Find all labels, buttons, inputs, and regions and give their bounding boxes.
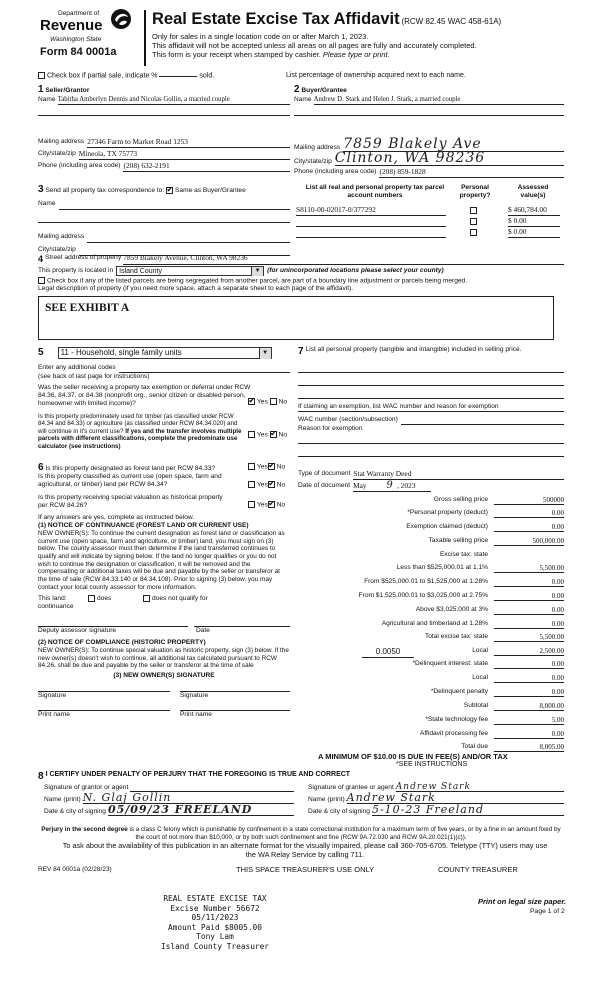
county-note: (for unincorporated locations please select your county) [267, 266, 444, 274]
partial-sale-label: Check box if partial sale, indicate % [47, 72, 158, 80]
tax-row-label: Local [472, 674, 488, 681]
page-number: Page 1 of 2 [530, 908, 565, 915]
stamp-line: REAL ESTATE EXCISE TAX [163, 894, 267, 903]
land-does-not-checkbox[interactable] [143, 595, 150, 602]
same-as-buyer-checkbox[interactable] [166, 187, 173, 194]
notice2-body: NEW OWNER(S): To continue special valuation as historic property, sign (3) below. If the new owner(s) doesn't wish to continue, all additional tax calculated pursuant to RCW 84.26, shall be due and payable by the seller or transferor at the time of sale [38, 646, 289, 670]
corr-city-label: City/state/zip [38, 246, 76, 253]
grantee-sig-field[interactable]: Andrew Stark [396, 783, 564, 792]
use-code-select[interactable] [58, 347, 272, 359]
buyer-city-field[interactable]: Clinton, WA 98236 [335, 152, 564, 166]
legal-label: Legal description of property (if you need more space, attach a separate sheet to each page of the affidavit). [38, 284, 354, 292]
tax-row-label: Agricultural and timberland at 1.28% [381, 620, 488, 627]
partial-sale-checkbox[interactable] [38, 72, 45, 79]
personal-property-line3[interactable] [298, 386, 564, 399]
parcel-number-field[interactable]: S8110-00-02017-0/377292 [296, 206, 446, 216]
tax-row-label: Above $3,025,000 at 3% [415, 606, 488, 613]
certify-label: I CERTIFY UNDER PENALTY OF PERJURY THAT THE FOREGOING IS TRUE AND CORRECT [45, 771, 351, 778]
corr-addr-label: Mailing address [38, 233, 85, 240]
personal-col-header: Personal property? [459, 184, 491, 199]
dept-line2: Revenue [40, 17, 103, 34]
tax-row [298, 716, 564, 728]
local-rate[interactable]: 0.0050 [362, 647, 414, 658]
owner1-print-label: Print name [38, 710, 70, 718]
corr-name-field[interactable] [59, 200, 290, 210]
q-forest-no[interactable] [268, 463, 275, 470]
ownership-note: List percentage of ownership acquired next to each name. [286, 72, 466, 79]
seller-addr-label: Mailing address [38, 138, 85, 145]
doc-date-month[interactable]: May [353, 482, 383, 492]
tax-row-value[interactable]: 0.00 [494, 730, 564, 739]
form-sub1: Only for sales in a single location code on or after March 1, 2023. [152, 31, 369, 41]
q-current-use: Is this property classified as current use (open space, farm and agricultural, or timber) land per RCW 84.34? [38, 473, 222, 488]
tax-row-label: *Delinquent interest: state [412, 660, 488, 667]
tax-row-value[interactable]: 8,000.00 [494, 702, 564, 711]
treasurer-use: THIS SPACE TREASURER'S USE ONLY [236, 865, 375, 874]
q-current-use-yes[interactable] [248, 481, 255, 488]
corr-name-line2[interactable] [38, 210, 290, 223]
section2-number: 2 [294, 84, 300, 95]
q-instructions: If any answers are yes, complete as instructed below. [38, 514, 195, 521]
legal-paper-note: Print on legal size paper. [478, 897, 566, 906]
tax-row [298, 509, 564, 521]
buyer-name-label: Name [294, 96, 312, 103]
county-treasurer: COUNTY TREASURER [438, 865, 518, 874]
perjury-text: is a class C felony which is punishable by confinement in a state correctional institution for a maximum term of five years, or by a fine in an amount fixed by the court of not more than $10,000, or by both such confinement and fine (RCW 9A.72.030 and RCW 9A.20.021(1)(c)). [129, 826, 561, 841]
tax-row [298, 578, 564, 590]
grantor-sig-label: Signature of grantor or agent [44, 784, 129, 792]
section4-number: 4 [38, 254, 44, 264]
tax-row-label: *Personal property (deduct) [407, 509, 488, 516]
section6-number: 6 [38, 462, 44, 473]
tax-row-value[interactable]: 0.00 [494, 523, 564, 532]
tax-row-label: Gross selling price [433, 496, 488, 503]
tax-row-value[interactable]: 0.00 [494, 620, 564, 629]
buyer-addr-label: Mailing address [294, 144, 341, 152]
q-exemption-no[interactable] [270, 398, 277, 405]
assessed-col-header: Assessed value(s) [517, 184, 549, 199]
section1-number: 1 [38, 84, 44, 95]
buyer-phone-label: Phone (including area code) [294, 168, 377, 175]
tax-row-label: Excise tax: state [439, 551, 488, 558]
seller-phone-field[interactable]: (208) 632-2191 [123, 162, 290, 172]
tax-row-label: From $525,000.01 to $1,525,000 at 1.28% [364, 578, 488, 585]
land-does-checkbox[interactable] [88, 595, 95, 602]
treasurer-stamp [140, 894, 290, 951]
q-historic: Is this property receiving special valuation as historical property per RCW 84.26? [38, 494, 223, 509]
section8-number: 8 [38, 771, 44, 782]
deputy-date-label: Date [196, 627, 210, 635]
exemption-label: If claiming an exemption, list WAC number and reason for exemption [298, 403, 564, 412]
buyer-city-label: City/state/zip [294, 158, 332, 166]
legal-description-text: SEE EXHIBIT A [45, 302, 130, 314]
land-does-not-label: does not qualify for [152, 595, 208, 603]
section7-number: 7 [298, 346, 304, 357]
stamp-line: Tony Lam [196, 932, 234, 941]
q-forest-yes[interactable] [248, 463, 255, 470]
yes-label: Yes [257, 481, 268, 489]
tax-row-value[interactable]: 0.00 [494, 606, 564, 615]
no-label: No [276, 501, 286, 509]
personal-property-checkbox[interactable] [470, 207, 477, 214]
correspondence-label: Send all property tax correspondence to: [45, 187, 165, 194]
tax-row-value[interactable]: 0.00 [494, 592, 564, 601]
segregated-checkbox[interactable] [38, 277, 45, 284]
corr-name-label: Name [38, 200, 56, 207]
tax-row [298, 523, 564, 535]
q-timber-yes[interactable] [248, 431, 255, 438]
grantee-sig-label: Signature of grantee or agent [308, 784, 394, 792]
reason-label: Reason for exemption [298, 424, 363, 432]
tax-row-label: *Delinquent penalty [430, 688, 488, 695]
dept-line1: Department of [58, 10, 100, 17]
grantee-date-label: Date & city of signing [308, 808, 370, 816]
yes-label: Yes [257, 463, 268, 471]
tax-row-label: From $1,525,000.01 to $3,025,000 at 2.75% [358, 592, 488, 599]
form-sub2: This affidavit will not be accepted unless all areas on all pages are fully and accurately completed. [152, 40, 477, 50]
seller-name-line2[interactable] [38, 105, 290, 116]
add-codes-instr: (see back of last page for instructions) [38, 373, 150, 380]
personal-property-checkbox[interactable] [470, 218, 477, 225]
parcel-row [296, 228, 564, 239]
wac-field[interactable] [401, 416, 564, 425]
tax-row-value[interactable]: 2,500.00 [494, 647, 564, 656]
street-label: Street address of property [45, 254, 122, 261]
tax-row [298, 537, 564, 549]
owner1-sig-label: Signature [38, 691, 67, 699]
personal-property-line2[interactable] [298, 373, 564, 386]
header-divider [144, 10, 146, 66]
section3-number: 3 [38, 184, 44, 195]
county-select-value: Island County [119, 267, 162, 275]
form-sub3b: Please type or print. [322, 49, 390, 59]
owner2-print-label: Print name [180, 710, 212, 718]
tax-row-label: Subtotal [463, 702, 488, 709]
no-label: No [278, 398, 288, 406]
tax-row [298, 551, 564, 563]
form-sub3: This form is your receipt when stamped by cashier. [152, 49, 321, 59]
seller-heading: Seller/Grantor [45, 87, 90, 94]
dept-line3: Washington State [50, 36, 102, 43]
tax-row [298, 592, 564, 604]
tax-row-label: Taxable selling price [428, 537, 488, 544]
deputy-label: Deputy assessor signature [38, 627, 117, 635]
tax-row-label: Exemption claimed (deduct) [406, 523, 488, 530]
land-does-label: does [97, 595, 112, 603]
no-label: No [276, 481, 286, 489]
grantee-name-field[interactable]: Andrew Stark [347, 793, 564, 804]
corr-addr-field[interactable] [87, 233, 290, 243]
personal-property-line1[interactable] [298, 358, 564, 373]
q-timber-no[interactable] [270, 431, 277, 438]
stamp-line: Island County Treasurer [161, 941, 269, 951]
tax-row-value[interactable]: 500,000.00 [494, 537, 564, 546]
q-historic-yes[interactable] [248, 501, 255, 508]
section5-number: 5 [38, 347, 44, 358]
tax-row [298, 702, 564, 714]
no-label: No [278, 431, 288, 439]
seller-city-field[interactable]: Mineola, TX 75773 [79, 150, 290, 160]
form-rcw: (RCW 82.45 WAC 458-61A) [401, 17, 502, 26]
street-field[interactable]: 7859 Blakely Avenue, Clinton, WA 98236 [123, 254, 564, 265]
tax-row [298, 647, 564, 659]
notice1-title: (1) NOTICE OF CONTINUANCE (FOREST LAND OR CURRENT USE) [38, 521, 249, 529]
personal-property-label: List all personal property (tangible and intangible) included in selling price. [305, 346, 522, 353]
seller-phone-label: Phone (including area code) [38, 161, 121, 169]
assessed-value-field[interactable]: $ 0.00 [508, 217, 560, 227]
q-forest: Is this property designated as forest land per RCW 84.33? [45, 465, 216, 472]
notice3-title: (3) NEW OWNER(S) SIGNATURE [113, 672, 215, 679]
seller-name-field[interactable]: Tabitha Amberlyn Dennis and Nicolas Gollin, a married couple [58, 96, 290, 105]
tax-row [298, 606, 564, 618]
alt-format-note: To ask about the availability of this publication in an alternate format for the visually impaired, please call 360-705-6705. Teletype (TTY) users may use the WA Relay Service by calling 711. [62, 841, 548, 859]
legal-description-box[interactable] [38, 296, 554, 340]
tax-row-label: Affidavit processing fee [419, 730, 488, 737]
tax-row-value[interactable]: 8,005.00 [494, 743, 564, 752]
use-code-value: 11 - Household, single family units [60, 348, 182, 357]
notice2-title: (2) NOTICE OF COMPLIANCE (HISTORIC PROPERTY) [38, 639, 206, 647]
yes-label: Yes [257, 398, 268, 406]
seller-addr-field[interactable]: 27346 Farm to Market Road 1253 [87, 138, 290, 148]
q-exemption: Was the seller receiving a property tax exemption or deferral under RCW 84.36, 84.37, or 84.38 (nonprofit org., senior citizen or disabled person, homeowner with limited income)? [38, 383, 251, 407]
form-title: Real Estate Excise Tax Affidavit [152, 10, 400, 28]
buyer-name-line2[interactable] [294, 105, 564, 116]
stamp-line: Amount Paid $8005.00 [168, 922, 262, 932]
tax-row-value[interactable]: 500000 [494, 496, 564, 505]
doc-date-label: Date of document [298, 481, 351, 489]
chevron-down-icon[interactable]: ▼ [259, 348, 271, 359]
q-exemption-yes[interactable] [248, 398, 255, 405]
minimum-note: A MINIMUM OF $10.00 IS DUE IN FEE(S) AND/OR TAX [318, 752, 508, 761]
add-codes-label: Enter any additional codes [38, 364, 116, 371]
doc-type-label: Type of document [298, 470, 351, 477]
assessed-value-field[interactable]: $ 0.00 [508, 228, 560, 238]
chevron-down-icon[interactable]: ▼ [251, 267, 263, 276]
see-instructions: *SEE INSTRUCTIONS [396, 761, 468, 768]
q-timber: Is this property predominately used for timber (as classified under RCW 84.34 and 84.33) or agriculture (as classified under RCW 84.34.020) and will continue in it's current use? [38, 412, 238, 435]
yes-label: Yes [257, 501, 268, 509]
partial-sale-percent[interactable] [159, 76, 197, 77]
parcel-list [296, 206, 564, 239]
q-current-use-no[interactable] [268, 481, 275, 488]
reason-line2[interactable] [298, 444, 564, 457]
revenue-swirl-icon [110, 8, 132, 30]
assessed-value-field[interactable]: $ 460,784.00 [508, 206, 560, 216]
q-historic-no[interactable] [268, 501, 275, 508]
seller-name-label: Name [38, 96, 56, 103]
tax-row-value[interactable]: 0.00 [494, 578, 564, 587]
yes-label: Yes [257, 431, 268, 439]
doc-date-year[interactable]: , 2023 [397, 482, 431, 492]
doc-date-day[interactable]: 9 [383, 482, 397, 492]
tax-row [298, 496, 564, 508]
reason-line1[interactable] [298, 433, 564, 444]
stamp-line: 05/11/2023 [191, 913, 239, 922]
tax-row-label: Local [472, 647, 488, 654]
grantee-date-field[interactable]: 5-10-23 Freeland [372, 805, 564, 816]
tax-row-value[interactable]: 5,500.00 [494, 564, 564, 573]
perjury-note [38, 826, 564, 841]
county-label: This property is located in [38, 266, 114, 274]
county-select[interactable] [116, 266, 264, 276]
tax-row [298, 620, 564, 632]
tax-row-label: Less than $525,000.01 at 1.1% [396, 564, 488, 571]
tax-row-label: Total due [461, 743, 488, 750]
tax-row-value[interactable]: 0.00 [494, 660, 564, 669]
parcel-col-header: List all real and personal property tax parcel account numbers [305, 184, 445, 199]
buyer-phone-field[interactable]: (208) 859-1828 [379, 168, 564, 178]
buyer-addr-field[interactable]: 7859 Blakely Ave [343, 138, 564, 152]
tax-row-value[interactable]: 0.00 [494, 688, 564, 697]
tax-row [298, 564, 564, 576]
seller-city-label: City/state/zip [38, 149, 76, 157]
partial-sale-sold: sold. [199, 72, 215, 80]
dor-logo [38, 8, 134, 64]
parcel-number-field[interactable] [296, 228, 446, 238]
tax-row [298, 688, 564, 700]
grantor-date-field[interactable]: 05/09/23 FREELAND [108, 805, 294, 816]
q-timber-calc: If yes and the transfer involves multiple parcels with different classifications, complete the predominate use calculator (see instructions) [38, 427, 242, 450]
tax-row [298, 660, 564, 672]
tax-row [298, 674, 564, 686]
stamp-line: Excise Number 56672 [170, 903, 260, 913]
tax-row [298, 730, 564, 742]
form-number: Form 84 0001a [40, 46, 117, 58]
grantee-name-label: Name (print) [308, 796, 345, 804]
buyer-heading: Buyer/Grantee [301, 87, 347, 94]
owner2-sig-label: Signature [180, 691, 209, 699]
wac-label: WAC number (section/subsection) [298, 415, 398, 423]
rev-number: REV 84 0001a (02/28/23) [38, 866, 112, 873]
tax-row-value[interactable]: 5.00 [494, 716, 564, 725]
no-label: No [276, 463, 286, 471]
tax-row-value[interactable]: 5,500.00 [494, 633, 564, 642]
grantor-date-label: Date & city of signing [44, 808, 106, 816]
tax-row [298, 633, 564, 645]
notice1-body: NEW OWNER(S): To continue the current designation as forest land or classification as current use (open space, farm and agriculture, or timber) land, you must sign on (3) below. The county assessor must then determine if the land transferred continues to qualify and will indicate by signing below. If the land no longer qualifies or you do not wish to continue the designation or classification, it will be removed and the compensating or additional taxes will be due and payable by the seller or transferor at the time of sale (RCW 84.33.140 or 84.34.108). Prior to signing (3) below, you may contact your local county assessor for more information. [38, 529, 285, 591]
same-as-buyer-label: Same as Buyer/Grantee [175, 187, 246, 194]
continuance-label: continuance [38, 603, 74, 611]
segregated-label: Check box if any of the listed parcels are being segregated from another parcel, are part of a boundary line adjustment or parcels being merged. [47, 277, 468, 285]
buyer-name-field[interactable]: Andrew D. Stark and Helen J. Stark, a married couple [314, 96, 564, 105]
this-land-label: This land: [38, 595, 67, 603]
doc-type-field[interactable]: Stat Warranty Deed [353, 470, 564, 480]
tax-row-label: *State technology fee [425, 716, 488, 723]
parcel-number-field[interactable] [296, 217, 446, 227]
tax-row-label: Total excise tax: state [424, 633, 488, 640]
add-codes-field[interactable] [119, 364, 290, 373]
grantor-name-label: Name (print) [44, 796, 81, 804]
tax-row-value[interactable]: 0.00 [494, 509, 564, 518]
grantor-name-field[interactable]: N. Glaj Gollin [83, 793, 294, 804]
tax-row-value[interactable]: 0.00 [494, 674, 564, 683]
personal-property-checkbox[interactable] [470, 229, 477, 236]
perjury-bold: Perjury in the second degree [41, 826, 128, 833]
